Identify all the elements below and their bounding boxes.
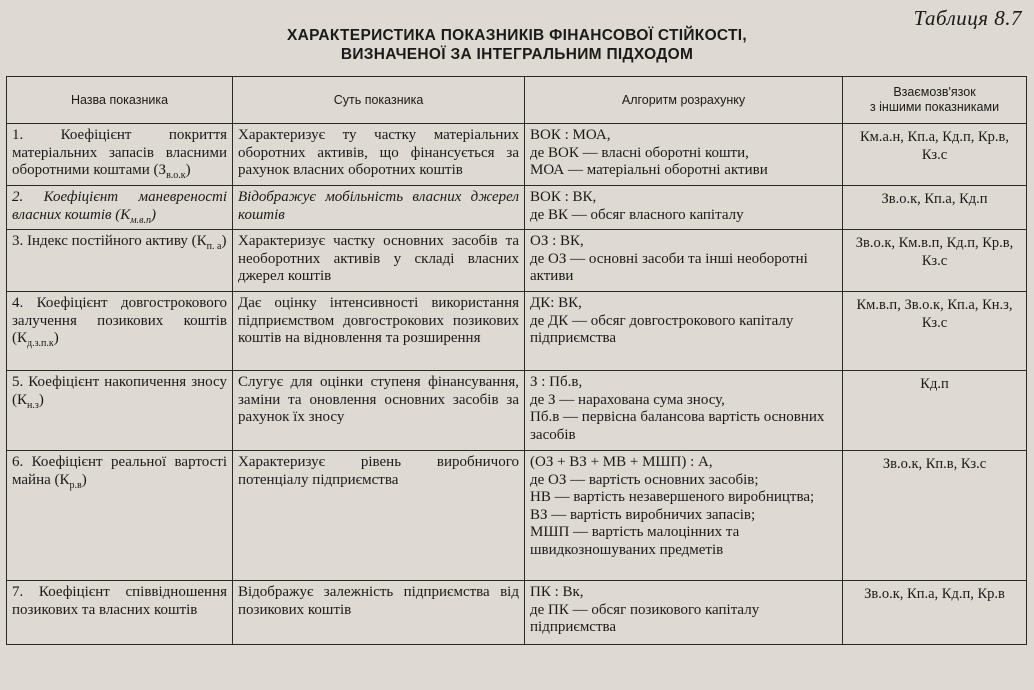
indicator-name-tail: )	[38, 391, 44, 408]
indicator-name-tail: )	[53, 330, 59, 346]
table-row	[7, 371, 1027, 451]
indicator-name-text: 2. Коефіцієнт маневреності власних коштів (К	[12, 189, 227, 223]
algorithm-line: МОА — матеріальні оборотні активи	[530, 162, 768, 178]
algorithm-line: де ОЗ — вартість основних засобів;	[530, 471, 759, 488]
indicator-name	[7, 371, 233, 451]
algorithm-line: ДК: ВК,	[530, 295, 582, 311]
table-row	[7, 451, 1027, 581]
indicator-name-text: 6. Коефіцієнт реальної вартості майна (К	[12, 454, 227, 488]
indicator-name-subscript: д.з.п.к	[27, 338, 54, 349]
indicator-relation: Км.а.н, Кп.а, Кд.п, Кр.в, Кз.с	[843, 124, 1027, 186]
indicator-name	[7, 186, 233, 230]
indicator-algorithm	[525, 581, 843, 645]
header-essence: Суть показника	[233, 77, 525, 124]
indicator-name-subscript: н.з	[27, 399, 39, 411]
header-relation	[843, 77, 1027, 124]
indicator-algorithm	[525, 451, 843, 581]
indicator-relation: Зв.о.к, Кп.а, Кд.п	[843, 186, 1027, 230]
algorithm-line: де ПК — обсяг позикового капіталу підприємства	[530, 601, 760, 635]
indicator-name-tail: )	[150, 206, 156, 223]
algorithm-line: де З — нарахована сума зносу,	[530, 391, 725, 408]
indicators-table	[6, 76, 1027, 645]
indicator-name-text: 4. Коефіцієнт довгострокового залучення позикових коштів (К	[12, 295, 227, 346]
header-relation-line-1: Взаємозв'язок	[893, 85, 976, 99]
indicator-essence: Характеризує ту частку матеріальних оборотних активів, що фінансується за рахунок власних оборотних коштів	[233, 124, 525, 186]
indicator-relation: Зв.о.к, Км.в.п, Кд.п, Кр.в, Кз.с	[843, 230, 1027, 292]
algorithm-line: (ОЗ + ВЗ + МВ + МШП) : А,	[530, 454, 713, 470]
indicator-name-subscript: в.о.к	[166, 170, 186, 181]
table-row	[7, 581, 1027, 645]
algorithm-line: МШП — вартість малоцінних та швидкозношуваних предметів	[530, 524, 740, 558]
indicator-essence: Слугує для оцінки ступеня фінансування, заміни та оновлення основних засобів за рахунок їх зносу	[233, 371, 525, 451]
table-row	[7, 230, 1027, 292]
indicator-name-subscript: м.в.п	[130, 214, 151, 226]
indicator-name-text: 7. Коефіцієнт співвідношення позикових та власних коштів	[12, 584, 227, 618]
indicator-name	[7, 581, 233, 645]
indicator-relation: Км.в.п, Зв.о.к, Кп.а, Кн.з, Кз.с	[843, 292, 1027, 371]
indicator-name	[7, 292, 233, 371]
algorithm-line: Пб.в — первісна балансова вартість основних засобів	[530, 409, 825, 443]
table-number: Таблиця 8.7	[913, 6, 1022, 30]
indicator-name-tail: )	[221, 233, 227, 249]
algorithm-line: де ОЗ — основні засоби та інші необоротні активи	[530, 250, 808, 284]
indicator-name-subscript: р.в	[69, 479, 82, 491]
indicator-algorithm	[525, 124, 843, 186]
indicator-essence: Дає оцінку інтенсивності використання підприємством довгострокових позикових коштів на відновлення та розширення	[233, 292, 525, 371]
header-name: Назва показника	[7, 77, 233, 124]
algorithm-line: ОЗ : ВК,	[530, 233, 584, 249]
algorithm-line: ВЗ — вартість виробничих запасів;	[530, 506, 756, 523]
table-row	[7, 124, 1027, 186]
table-row	[7, 186, 1027, 230]
indicator-name-tail: )	[185, 162, 191, 178]
indicator-algorithm	[525, 292, 843, 371]
header-algorithm: Алгоритм розрахунку	[525, 77, 843, 124]
indicator-algorithm	[525, 230, 843, 292]
header-relation-line-2: з іншими показниками	[869, 100, 1000, 114]
header-row	[7, 77, 1027, 124]
indicator-name	[7, 451, 233, 581]
algorithm-line: де ВК — обсяг власного капіталу	[530, 206, 744, 223]
algorithm-line: ВОК : ВК,	[530, 189, 597, 205]
algorithm-line: ВОК : МОА,	[530, 127, 611, 143]
algorithm-line: ПК : Вк,	[530, 584, 584, 600]
table-row	[7, 292, 1027, 371]
indicator-algorithm	[525, 186, 843, 230]
indicator-relation: Кд.п	[843, 371, 1027, 451]
indicator-essence: Характеризує частку основних засобів та необоротних активів у складі власних джерел коштів	[233, 230, 525, 292]
title-line-1: ХАРАКТЕРИСТИКА ПОКАЗНИКІВ ФІНАНСОВОЇ СТІЙКОСТІ,	[286, 27, 748, 44]
indicator-essence: Відображує залежність підприємства від позикових коштів	[233, 581, 525, 645]
algorithm-line: З : Пб.в,	[530, 374, 583, 390]
indicator-relation: Зв.о.к, Кп.в, Кз.с	[843, 451, 1027, 581]
table-title	[0, 26, 1034, 64]
title-line-2: ВИЗНАЧЕНОЇ ЗА ІНТЕГРАЛЬНИМ ПІДХОДОМ	[340, 46, 694, 63]
indicator-name-subscript: п. а	[206, 241, 222, 252]
algorithm-line: де ВОК — власні оборотні кошти,	[530, 144, 749, 161]
algorithm-line: НВ — вартість незавершеного виробництва;	[530, 489, 815, 505]
indicator-algorithm	[525, 371, 843, 451]
indicator-essence: Характеризує рівень виробничого потенціалу підприємства	[233, 451, 525, 581]
indicator-name	[7, 124, 233, 186]
indicator-name-text: 3. Індекс постійного активу (К	[12, 233, 207, 249]
algorithm-line: де ДК — обсяг довгострокового капіталу підприємства	[530, 312, 794, 346]
indicator-name	[7, 230, 233, 292]
indicator-relation: Зв.о.к, Кп.а, Кд.п, Кр.в	[843, 581, 1027, 645]
indicator-name-text: 5. Коефіцієнт накопичення зносу (К	[12, 374, 227, 408]
indicator-essence: Відображує мобільність власних джерел коштів	[233, 186, 525, 230]
indicator-name-tail: )	[81, 471, 87, 488]
indicator-name-text: 1. Коефіцієнт покриття матеріальних запасів власними оборотними коштами (З	[12, 127, 227, 178]
